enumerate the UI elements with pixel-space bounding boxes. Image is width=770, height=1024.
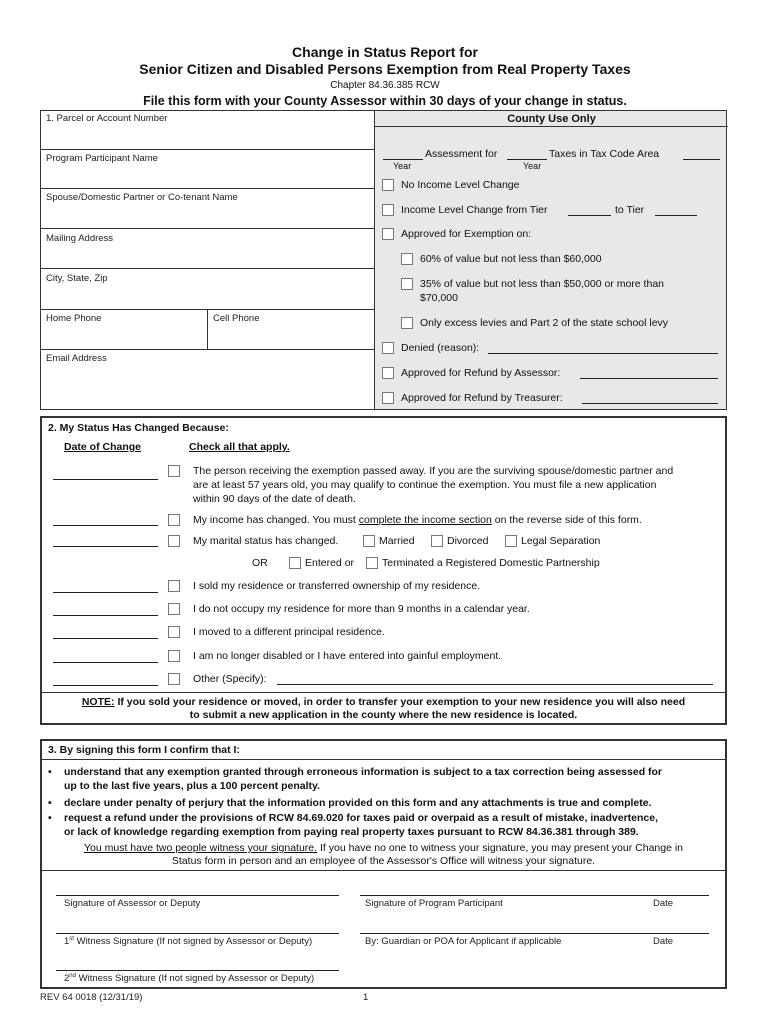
date-marital-input[interactable] — [53, 546, 158, 547]
section2-box — [40, 416, 727, 725]
refund-assessor-input[interactable] — [580, 378, 718, 379]
sold-residence-checkbox[interactable] — [168, 580, 180, 592]
taxes-year-input[interactable] — [507, 159, 547, 160]
assessor-signature-line[interactable] — [56, 895, 339, 896]
refund-treasurer-label: Approved for Refund by Treasurer: — [401, 392, 563, 404]
marital-changed-label: My marital status has changed. — [193, 535, 339, 547]
passed-away-text-1: The person receiving the exemption passed away. If you are the surviving spouse/domestic partner and — [193, 465, 674, 477]
witness1-signature-label: 1st Witness Signature (If not signed by Assessor or Deputy) — [64, 936, 313, 948]
sold-residence-label: I sold my residence or transferred ownership of my residence. — [193, 580, 481, 592]
form-title-line2: Senior Citizen and Disabled Persons Exemption from Real Property Taxes — [139, 61, 631, 77]
date-disabled-input[interactable] — [53, 662, 158, 663]
assessment-for-label: Assessment for — [425, 148, 498, 160]
date-passed-away-input[interactable] — [53, 479, 158, 480]
excess-levies-checkbox[interactable] — [401, 317, 413, 329]
form-title-line1: Change in Status Report for — [292, 44, 478, 60]
or-label: OR — [252, 557, 268, 569]
page-number: 1 — [363, 992, 369, 1003]
moved-label: I moved to a different principal residence. — [193, 626, 385, 638]
date-label-1: Date — [653, 898, 674, 909]
date-of-change-header: Date of Change — [64, 441, 142, 453]
divorced-checkbox[interactable] — [431, 535, 443, 547]
participant-label: Program Participant Name — [46, 153, 158, 164]
income-tier-checkbox[interactable] — [382, 204, 394, 216]
refund-assessor-checkbox[interactable] — [382, 367, 394, 379]
witness2-signature-line[interactable] — [56, 970, 339, 971]
year-caption-1: Year — [393, 161, 412, 171]
option-35-checkbox[interactable] — [401, 278, 413, 290]
option-35-label: 35% of value but not less than $50,000 or more than — [420, 278, 664, 290]
no-longer-disabled-checkbox[interactable] — [168, 650, 180, 662]
income-changed-text: My income has changed. You must complete the income section on the reverse side of this form. — [193, 514, 642, 526]
passed-away-text-2: are at least 57 years old, you may qualify to continue the exemption. You must file a new application — [193, 479, 657, 491]
form-number: REV 64 0018 (12/31/19) — [40, 992, 143, 1003]
section3-heading: 3. By signing this form I confirm that I: — [48, 744, 240, 756]
email-field[interactable] — [40, 349, 375, 410]
spouse-label: Spouse/Domestic Partner or Co-tenant Name — [46, 192, 238, 203]
date-not-occupy-input[interactable] — [53, 615, 158, 616]
bullet-3: • — [48, 812, 52, 824]
guardian-signature-label: By: Guardian or POA for Applicant if applicable — [365, 936, 562, 947]
bullet-2-text: declare under penalty of perjury that the information provided on this form and any attachments is true and complete. — [64, 797, 652, 809]
entered-checkbox[interactable] — [289, 557, 301, 569]
assessment-year-input[interactable] — [383, 159, 423, 160]
home-phone-field[interactable] — [40, 309, 208, 350]
no-income-checkbox[interactable] — [382, 179, 394, 191]
option-35-label-cont: $70,000 — [420, 292, 458, 304]
participant-signature-line[interactable] — [360, 895, 709, 896]
guardian-signature-line[interactable] — [360, 933, 709, 934]
spouse-name-field[interactable] — [40, 188, 375, 229]
excess-levies-label: Only excess levies and Part 2 of the state school levy — [420, 317, 669, 329]
parcel-field[interactable] — [40, 110, 375, 150]
married-label: Married — [379, 535, 415, 547]
home-phone-label: Home Phone — [46, 313, 102, 324]
other-specify-input[interactable] — [277, 684, 713, 685]
passed-away-text-3: within 90 days of the date of death. — [193, 493, 356, 505]
bullet-3-text-a: request a refund under the provisions of RCW 84.69.020 for taxes paid or overpaid as a result of mistake, inadvertence, — [64, 812, 659, 824]
note-label: NOTE: — [81, 696, 115, 708]
participant-name-field[interactable] — [40, 149, 375, 189]
section2-heading: 2. My Status Has Changed Because: — [48, 422, 229, 434]
denied-label: Denied (reason): — [401, 342, 480, 354]
email-label: Email Address — [46, 353, 107, 364]
witness1-signature-line[interactable] — [56, 933, 339, 934]
income-tier-label: Income Level Change from Tier — [401, 204, 548, 216]
other-label: Other (Specify): — [193, 673, 267, 685]
date-income-input[interactable] — [53, 525, 158, 526]
marital-changed-checkbox[interactable] — [168, 535, 180, 547]
check-all-header: Check all that apply. — [189, 441, 290, 453]
approved-exemption-label: Approved for Exemption on: — [401, 228, 532, 240]
approved-exemption-checkbox[interactable] — [382, 228, 394, 240]
year-caption-2: Year — [523, 161, 542, 171]
cell-phone-label: Cell Phone — [213, 313, 260, 324]
no-income-label: No Income Level Change — [401, 179, 520, 191]
denied-checkbox[interactable] — [382, 342, 394, 354]
legal-separation-label: Legal Separation — [521, 535, 601, 547]
city-label: City, State, Zip — [46, 273, 108, 284]
date-other-input[interactable] — [53, 685, 158, 686]
filing-instruction: File this form with your County Assessor within 30 days of your change in status. — [143, 94, 627, 108]
bullet-1-text-a: understand that any exemption granted through erroneous information is subject to a tax correction being assessed for — [64, 766, 663, 778]
date-moved-input[interactable] — [53, 638, 158, 639]
refund-treasurer-input[interactable] — [582, 403, 718, 404]
passed-away-checkbox[interactable] — [168, 465, 180, 477]
bullet-1: • — [48, 766, 52, 778]
income-changed-checkbox[interactable] — [168, 514, 180, 526]
participant-signature-label: Signature of Program Participant — [365, 898, 503, 909]
county-use-box — [374, 110, 727, 410]
tax-code-area-input[interactable] — [683, 159, 720, 160]
not-occupy-label: I do not occupy my residence for more than 9 months in a calendar year. — [193, 603, 530, 615]
witness-instruction: You must have two people witness your signature. If you have no one to witness your signature, you may present your Change in Status form in person and an employee of the Assessor's Office will witness your signature. — [83, 842, 684, 867]
divorced-label: Divorced — [447, 535, 489, 547]
parcel-label: 1. Parcel or Account Number — [46, 113, 168, 124]
refund-treasurer-checkbox[interactable] — [382, 392, 394, 404]
other-checkbox[interactable] — [168, 673, 180, 685]
moved-checkbox[interactable] — [168, 626, 180, 638]
county-use-title: County Use Only — [507, 113, 596, 125]
legal-separation-checkbox[interactable] — [505, 535, 517, 547]
witness2-signature-label: 2nd Witness Signature (If not signed by Assessor or Deputy) — [64, 973, 315, 985]
denied-reason-input[interactable] — [488, 353, 718, 354]
mailing-address-field[interactable] — [40, 228, 375, 269]
bullet-1-text-b: up to the last five years, plus a 100 percent penalty. — [64, 780, 320, 792]
transfer-note: NOTE: If you sold your residence or moved, in order to transfer your exemption to your new residence you will also need to submit a new application in the county where the new residence is located. — [81, 696, 686, 721]
terminated-label: Terminated a Registered Domestic Partnership — [382, 557, 600, 569]
option-60-label: 60% of value but not less than $60,000 — [420, 253, 602, 265]
refund-assessor-label: Approved for Refund by Assessor: — [401, 367, 561, 379]
date-sold-input[interactable] — [53, 592, 158, 593]
bullet-3-text-b: or lack of knowledge regarding exemption from paying real property taxes pursuant to RCW 84.36.381 through 389. — [64, 826, 639, 838]
terminated-checkbox[interactable] — [366, 557, 378, 569]
bullet-2: • — [48, 797, 52, 809]
section3-box — [40, 739, 727, 989]
city-state-zip-field[interactable] — [40, 268, 375, 310]
taxes-in-label: Taxes in Tax Code Area — [549, 148, 660, 160]
no-longer-disabled-label: I am no longer disabled or I have entered into gainful employment. — [193, 650, 502, 662]
chapter-reference: Chapter 84.36.385 RCW — [330, 80, 440, 91]
entered-label: Entered or — [305, 557, 355, 569]
option-60-checkbox[interactable] — [401, 253, 413, 265]
date-label-2: Date — [653, 936, 674, 947]
from-tier-input[interactable] — [568, 215, 611, 216]
assessor-signature-label: Signature of Assessor or Deputy — [64, 898, 201, 909]
to-tier-input[interactable] — [655, 215, 697, 216]
income-section-link[interactable]: complete the income section — [358, 514, 492, 526]
mailing-label: Mailing Address — [46, 233, 114, 244]
to-tier-label: to Tier — [615, 204, 645, 216]
married-checkbox[interactable] — [363, 535, 375, 547]
cell-phone-field[interactable] — [207, 309, 375, 350]
not-occupy-checkbox[interactable] — [168, 603, 180, 615]
